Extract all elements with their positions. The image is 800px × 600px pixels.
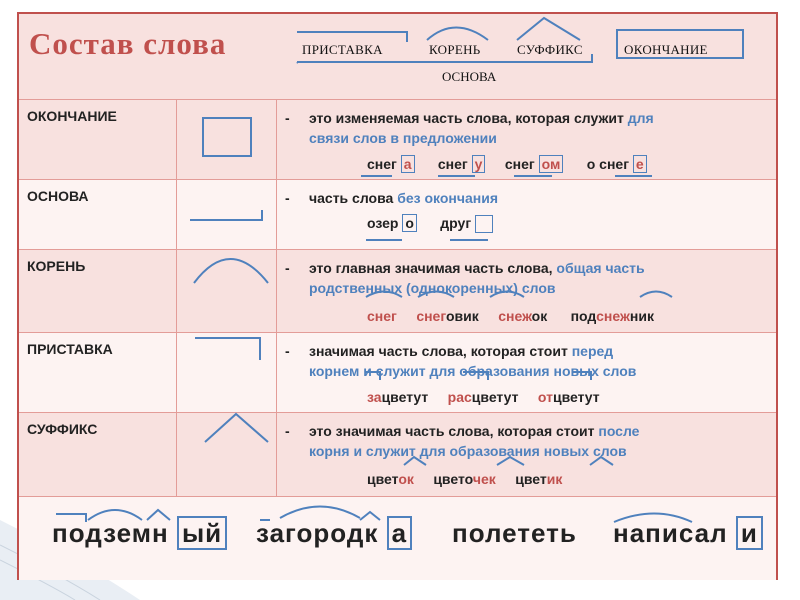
term-root: КОРЕНЬ: [27, 258, 86, 274]
practice-word-3: полететь: [452, 518, 577, 548]
example-word: снег: [367, 308, 397, 324]
dash: -: [285, 110, 290, 126]
column-divider: [276, 99, 277, 496]
example-word: цветок: [367, 471, 414, 487]
def-text: значимая часть слова, которая стоит: [309, 343, 572, 359]
example-word: цветик: [515, 471, 563, 487]
example-word: снежок: [498, 308, 548, 324]
def-highlight: общая часть: [556, 260, 645, 276]
example-word: снеговик: [416, 308, 479, 324]
term-ending: ОКОНЧАНИЕ: [27, 108, 117, 124]
header-row: [19, 14, 776, 99]
row-suffix: [19, 412, 776, 496]
row-ending: [19, 99, 776, 179]
def-text: часть слова: [309, 190, 398, 206]
dash: -: [285, 260, 290, 276]
example-word: снег у: [438, 155, 486, 173]
def-highlight: без окончания: [397, 190, 499, 206]
definition-ending: [285, 108, 765, 148]
header-ending: ОКОНЧАНИЕ: [624, 42, 708, 57]
example-word: расцветут: [447, 389, 519, 405]
row-prefix: [19, 332, 776, 412]
header-prefix: ПРИСТАВКА: [302, 42, 383, 57]
example-word: озер о: [367, 214, 417, 232]
examples-prefix: [367, 389, 600, 405]
example-word: отцветут: [537, 389, 600, 405]
example-word: друг: [440, 215, 493, 231]
page-title: Состав слова: [29, 26, 227, 61]
examples-root: [367, 308, 654, 324]
examples-suffix: [367, 471, 562, 487]
term-prefix: ПРИСТАВКА: [27, 341, 113, 357]
definition-root: [285, 258, 765, 298]
example-word: зацветут: [367, 389, 429, 405]
def-highlight: родственных (однокоренных) слов: [309, 280, 556, 296]
def-highlight: корня и служит для образования новых слов: [309, 443, 627, 459]
example-word: о снег е: [587, 155, 647, 173]
dash: -: [285, 190, 290, 206]
examples-ending: [367, 156, 647, 172]
header-suffix: СУФФИКС: [517, 42, 583, 57]
example-word: снег ом: [505, 155, 563, 173]
header-base: ОСНОВА: [442, 69, 497, 84]
dash: -: [285, 423, 290, 439]
def-text: это изменяемая часть слова, которая служит: [309, 110, 628, 126]
def-highlight: для: [627, 110, 654, 126]
practice-word-4: написал и: [613, 518, 763, 549]
examples-base: [367, 215, 493, 233]
def-highlight: после: [598, 423, 640, 439]
def-text: это главная значимая часть слова,: [309, 260, 557, 276]
word-structure-table: [17, 12, 778, 580]
header-root: КОРЕНЬ: [429, 42, 481, 57]
term-suffix: СУФФИКС: [27, 421, 98, 437]
term-base: ОСНОВА: [27, 188, 89, 204]
example-word: цветочек: [433, 471, 496, 487]
practice-word-1: подземн ый: [52, 518, 227, 549]
def-highlight: связи слов в предложении: [309, 130, 497, 146]
definition-base: [285, 188, 765, 208]
def-highlight: корнем и служит для образования новых слов: [309, 363, 637, 379]
dash: -: [285, 343, 290, 359]
example-word: снег а: [367, 155, 415, 173]
row-base: [19, 179, 776, 249]
column-divider: [176, 99, 177, 496]
def-text: это значимая часть слова, которая стоит: [309, 423, 599, 439]
definition-prefix: [285, 341, 765, 381]
row-root: [19, 249, 776, 332]
practice-word-2: загородк а: [256, 518, 412, 549]
def-highlight: перед: [571, 343, 614, 359]
example-word: подснежник: [570, 308, 654, 324]
definition-suffix: [285, 421, 765, 461]
